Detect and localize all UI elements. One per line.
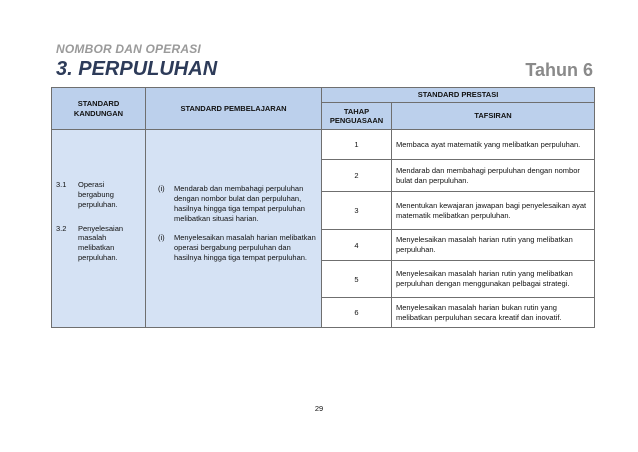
tahap-level: 6 bbox=[322, 298, 392, 328]
tafsiran-text: Menyelesaikan masalah harian rutin yang melibatkan perpuluhan dengan menggunakan pelbagai strategi. bbox=[392, 261, 595, 298]
topic-heading: NOMBOR DAN OPERASI bbox=[56, 42, 201, 56]
pembelajaran-text: Mendarab dan membahagi perpuluhan dengan nombor bulat dan perpuluhan, hasilnya hingga tiga tempat perpuluhan melibatkan situasi harian. bbox=[174, 184, 305, 223]
table-row bbox=[52, 130, 595, 160]
tafsiran-text: Mendarab dan membahagi perpuluhan dengan nombor bulat dan perpuluhan. bbox=[392, 160, 595, 192]
pembelajaran-item bbox=[150, 233, 317, 262]
kandungan-item bbox=[56, 180, 141, 209]
pembelajaran-number: (i) bbox=[158, 184, 165, 194]
tahap-level: 1 bbox=[322, 130, 392, 160]
pembelajaran-cell bbox=[146, 130, 322, 328]
tahap-level: 5 bbox=[322, 261, 392, 298]
tafsiran-text: Menentukan kewajaran jawapan bagi penyelesaikan ayat matematik melibatkan perpuluhan. bbox=[392, 192, 595, 230]
tafsiran-text: Menyelesaikan masalah harian rutin yang melibatkan perpuluhan. bbox=[392, 230, 595, 261]
header-standard-kandungan: STANDARD KANDUNGAN bbox=[52, 88, 146, 130]
header-tahap-penguasaan: TAHAP PENGUASAAN bbox=[322, 103, 392, 130]
standards-table bbox=[51, 87, 595, 328]
pembelajaran-text: Menyelesaikan masalah harian melibatkan operasi bergabung perpuluhan dan hasilnya hingga tiga tempat perpuluhan. bbox=[174, 233, 316, 262]
year-label: Tahun 6 bbox=[525, 60, 593, 80]
kandungan-text: Operasi bergabung perpuluhan. bbox=[78, 180, 118, 209]
tahap-level: 2 bbox=[322, 160, 392, 192]
tafsiran-text: Membaca ayat matematik yang melibatkan perpuluhan. bbox=[392, 130, 595, 160]
kandungan-item bbox=[56, 224, 141, 263]
header-tafsiran: TAFSIRAN bbox=[392, 103, 595, 130]
kandungan-cell bbox=[52, 130, 146, 328]
header-standard-prestasi: STANDARD PRESTASI bbox=[322, 88, 595, 103]
kandungan-number: 3.2 bbox=[56, 223, 67, 233]
chapter-title: 3. PERPULUHAN bbox=[56, 58, 218, 80]
page-number: 29 bbox=[314, 404, 324, 413]
pembelajaran-number: (i) bbox=[158, 233, 165, 243]
tahap-level: 4 bbox=[322, 230, 392, 261]
kandungan-text: Penyelesaian masalah melibatkan perpuluhan. bbox=[78, 223, 124, 262]
table-header-row bbox=[52, 88, 595, 103]
pembelajaran-item bbox=[150, 184, 317, 223]
tafsiran-text: Menyelesaikan masalah harian bukan rutin yang melibatkan perpuluhan secara kreatif dan inovatif. bbox=[392, 298, 595, 328]
header-standard-pembelajaran: STANDARD PEMBELAJARAN bbox=[146, 88, 322, 130]
kandungan-number: 3.1 bbox=[56, 180, 67, 190]
tahap-level: 3 bbox=[322, 192, 392, 230]
